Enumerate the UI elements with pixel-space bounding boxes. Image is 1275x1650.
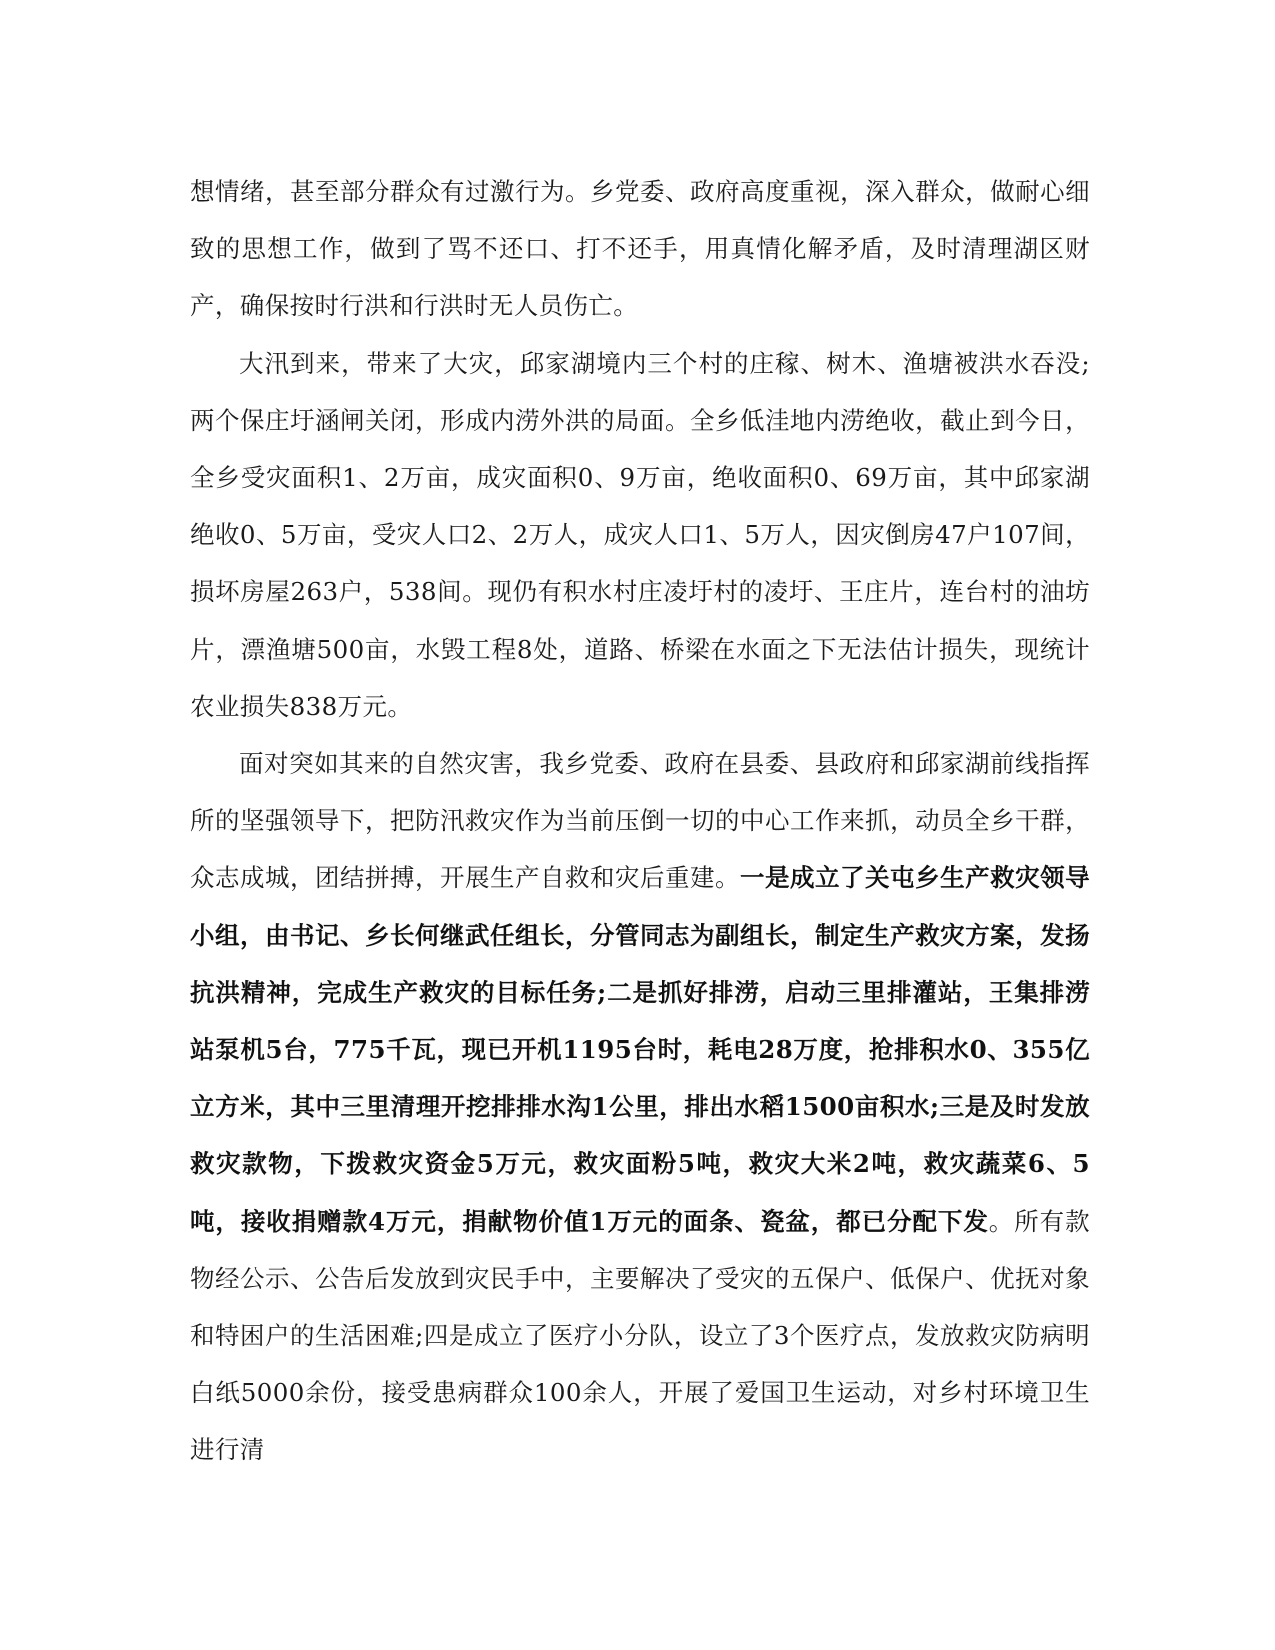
paragraph-3 [190, 735, 1090, 1479]
document-body [190, 163, 1090, 1479]
paragraph-2 [190, 335, 1090, 735]
paragraph-3-text-bold: 一是成立了关屯乡生产救灾领导小组，由书记、乡长何继武任组长，分管同志为副组长，制定生产救灾方案，发扬抗洪精神，完成生产救灾的目标任务;二是抓好排涝，启动三里排灌站，王集排涝站泵机5台，775千瓦，现已开机1195台时，耗电28万度，抢排积水0、355亿立方米，其中三里清理开挖排排水沟1公里，排出水稻1500亩积水;三是及时发放救灾款物，下拨救灾资金5万元，救灾面粉5吨，救灾大米2吨，救灾蔬菜6、5吨，接收捐赠款4万元，捐献物价值1万元的面条、瓷盆，都已分配下发 [190, 863, 1090, 1236]
paragraph-3-text-intro: 面对突如其来的自然灾害，我乡党委、政府在县委、县政府和邱家湖前线指挥所的坚强领导下，把防汛救灾作为当前压倒一切的中心工作来抓，动员全乡干群，众志成城，团结拼搏，开展生产自救和灾后重建。 [190, 749, 1090, 893]
paragraph-1-text: 想情绪，甚至部分群众有过激行为。乡党委、政府高度重视，深入群众，做耐心细致的思想工作，做到了骂不还口、打不还手，用真情化解矛盾，及时清理湖区财产，确保按时行洪和行洪时无人员伤亡。 [190, 177, 1090, 321]
paragraph-1 [190, 163, 1090, 335]
paragraph-2-text: 大汛到来，带来了大灾，邱家湖境内三个村的庄稼、树木、渔塘被洪水吞没;两个保庄圩涵闸关闭，形成内涝外洪的局面。全乡低洼地内涝绝收，截止到今日，全乡受灾面积1、2万亩，成灾面积0、9万亩，绝收面积0、69万亩，其中邱家湖绝收0、5万亩，受灾人口2、2万人，成灾人口1、5万人，因灾倒房47户107间，损坏房屋263户，538间。现仍有积水村庄凌圩村的凌圩、王庄片，连台村的油坊片，漂渔塘500亩，水毁工程8处，道路、桥梁在水面之下无法估计损失，现统计农业损失838万元。 [190, 348, 1090, 721]
paragraph-3-text-continued: 。所有款物经公示、公告后发放到灾民手中，主要解决了受灾的五保户、低保户、优抚对象和特困户的生活困难;四是成立了医疗小分队，设立了3个医疗点，发放救灾防病明白纸5000余份，接受患病群众100余人，开展了爱国卫生运动，对乡村环境卫生进行清 [190, 1206, 1090, 1465]
